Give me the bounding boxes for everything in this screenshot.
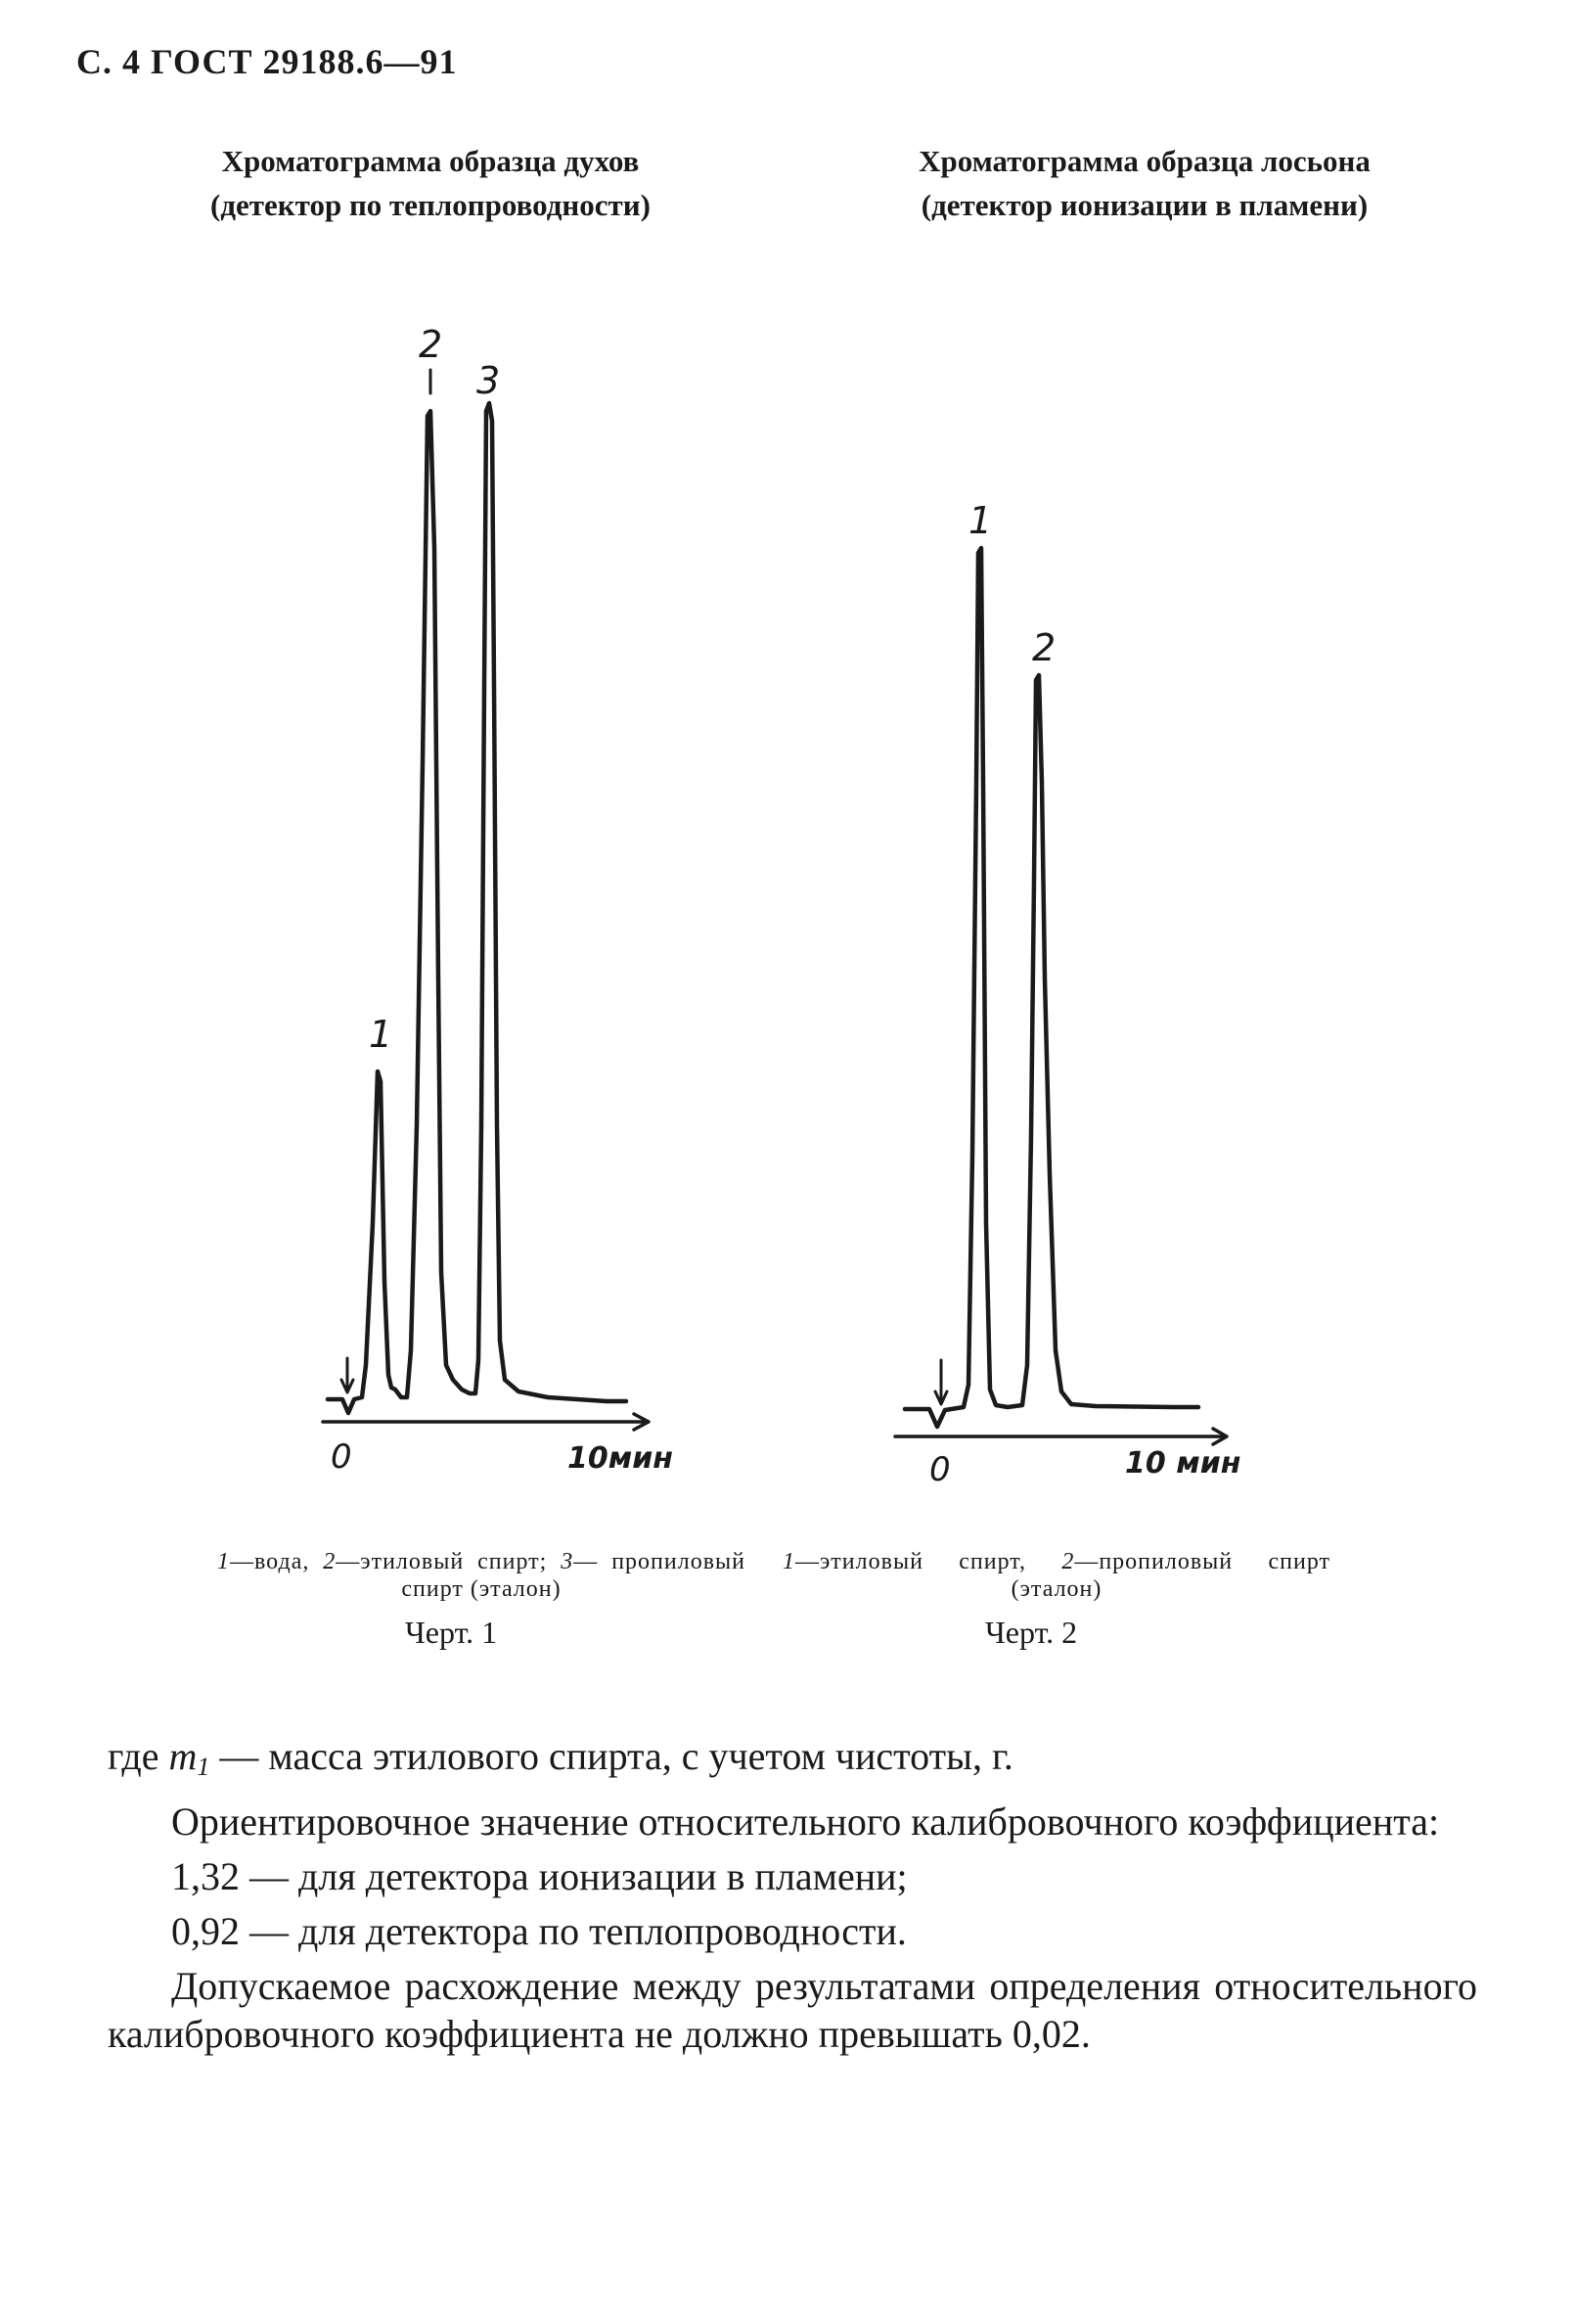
paragraph-thermal-value: 0,92 — для детектора по теплопроводности.: [171, 1909, 907, 1953]
page-header: С. 4 ГОСТ 29188.6—91: [76, 42, 458, 81]
legend-2-text-2: —пропиловый спирт (эталон): [1011, 1549, 1330, 1602]
legend-2-num-1: 1: [783, 1549, 795, 1574]
legend-1-text-3: — пропиловый спирт (эталон): [401, 1549, 745, 1602]
body-text: [108, 1732, 1477, 2065]
figure-1-axis-zero: 0: [331, 1437, 352, 1477]
legend-1-text-2: —этиловый спирт;: [336, 1549, 548, 1574]
legend-1-num-1: 1: [217, 1549, 230, 1574]
legend-2-num-2: 2: [1061, 1549, 1075, 1574]
figure-2-legend: [783, 1548, 1330, 1603]
paragraph-where: [108, 1732, 1477, 1791]
figure-2-title-line2: (детектор ионизации в пламени): [921, 188, 1369, 222]
figure-2-peak-label-1: 1: [968, 499, 993, 542]
legend-1-text-1: —вода,: [230, 1549, 310, 1574]
figure-1-trace: [328, 403, 626, 1413]
where-prefix: где: [108, 1734, 159, 1778]
figure-1-title-line1: Хроматограмма образца духов: [221, 144, 640, 178]
paragraph-coefficient: Ориентировочное значение относительного калибровочного коэффициента:: [171, 1800, 1440, 1844]
paragraph-flame-value: 1,32 — для детектора ионизации в пламени;: [171, 1854, 908, 1898]
legend-1-num-3: 3: [561, 1549, 574, 1574]
figure-2-axis-end: 10 мин: [1125, 1446, 1241, 1481]
figure-1-caption: Черт. 1: [405, 1615, 498, 1650]
figure-2-trace: [905, 548, 1198, 1427]
variable-m-subscript: 1: [197, 1753, 210, 1781]
legend-2-text-1: —этиловый спирт,: [795, 1549, 1026, 1574]
paragraph-tolerance: Допускаемое расхождение между результатами определения относительного калибровочного коэффициента не должно превышать 0,02.: [108, 1964, 1477, 2056]
figure-1-injection-arrow: [341, 1358, 353, 1392]
figure-1-legend: [217, 1548, 745, 1603]
figure-2-caption: Черт. 2: [985, 1615, 1078, 1650]
figure-1-title-line2: (детектор по теплопроводности): [210, 188, 651, 222]
figure-2-axis-zero: 0: [929, 1450, 951, 1489]
variable-m: m: [168, 1734, 198, 1778]
legend-1-num-2: 2: [323, 1549, 337, 1574]
where-suffix: — масса этилового спирта, с учетом чистоты, г.: [219, 1734, 1013, 1778]
figure-2-title-line1: Хроматограмма образца лосьона: [919, 144, 1371, 178]
figure-1-axis-end: 10мин: [567, 1441, 674, 1476]
figure-2-injection-arrow: [935, 1360, 947, 1404]
figure-1-peak-label-3: 3: [476, 359, 501, 402]
figure-2-peak-label-2: 2: [1032, 626, 1057, 669]
figure-1-peak-label-2: 2: [419, 323, 443, 366]
figure-1-peak-label-1: 1: [369, 1013, 393, 1056]
